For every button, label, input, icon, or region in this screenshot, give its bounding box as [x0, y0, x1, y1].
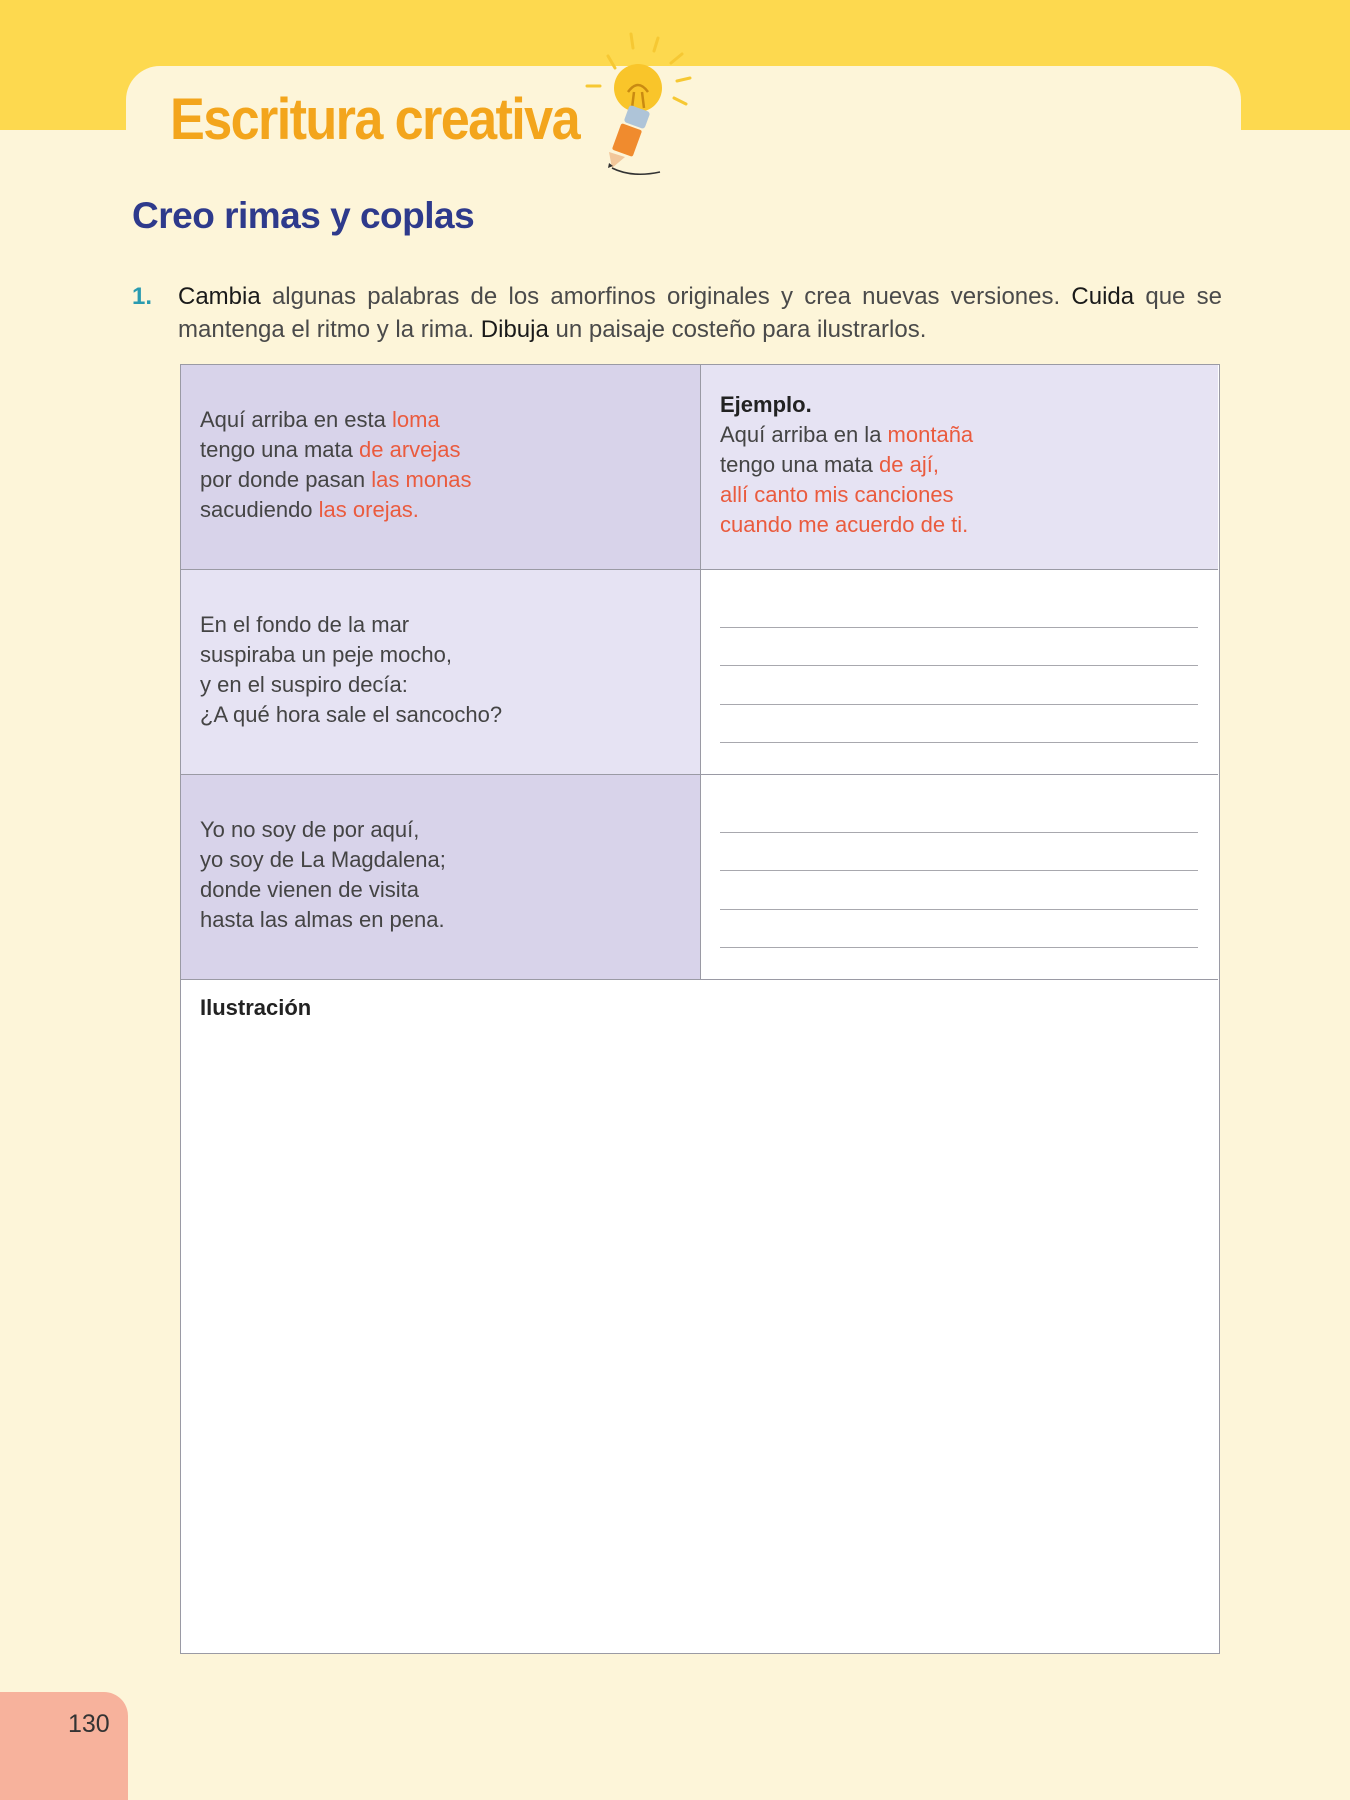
poem-line: suspiraba un peje mocho, [200, 642, 452, 667]
activity-number: 1. [132, 283, 153, 310]
poem-line: En el fondo de la mar [200, 612, 410, 637]
example-cell [701, 365, 1218, 570]
section-title: Escritura creativa [170, 87, 580, 152]
poem-line: tengo una mata de arvejas [200, 437, 461, 462]
example-poem [720, 390, 973, 540]
writing-line[interactable] [720, 627, 1198, 628]
illustration-label: Ilustración [200, 995, 312, 1020]
writing-line[interactable] [720, 909, 1198, 910]
poem-line: yo soy de La Magdalena; [200, 847, 446, 872]
activity-instruction [132, 280, 1222, 346]
poem-line: sacudiendo las orejas. [200, 497, 419, 522]
writing-line[interactable] [720, 742, 1198, 743]
original-poem-1 [200, 405, 472, 525]
worksheet-table [180, 364, 1220, 1654]
activity-text [178, 280, 1222, 346]
poem-line: allí canto mis canciones [720, 482, 954, 507]
page-number-tab [0, 1692, 128, 1800]
original-poem-cell-2 [181, 570, 701, 775]
poem-line: Yo no soy de por aquí, [200, 817, 420, 842]
instruction-part: un paisaje costeño para ilustrarlos. [548, 316, 927, 343]
poem-line: hasta las almas en pena. [200, 907, 445, 932]
poem-line: Aquí arriba en la montaña [720, 422, 974, 447]
poem-line: por donde pasan las monas [200, 467, 472, 492]
writing-cell-3[interactable] [701, 775, 1218, 980]
instruction-part: que se mantenga el ritmo y la rima. [178, 283, 1222, 343]
writing-line[interactable] [720, 947, 1198, 948]
writing-line[interactable] [720, 665, 1198, 666]
instruction-part: algunas palabras de los amorfinos originales y crea nuevas versiones. [260, 283, 1072, 310]
example-label: Ejemplo. [720, 392, 812, 417]
original-poem-cell-1 [181, 365, 701, 570]
original-poem-3 [200, 815, 446, 935]
original-poem-cell-3 [181, 775, 701, 980]
writing-line[interactable] [720, 832, 1198, 833]
instruction-part: Dibuja [480, 316, 549, 343]
instruction-part: Cuida [1071, 283, 1135, 310]
page-number: 130 [68, 1710, 110, 1738]
poem-line: tengo una mata de ají, [720, 452, 939, 477]
poem-line: cuando me acuerdo de ti. [720, 512, 969, 537]
poem-line: ¿A qué hora sale el sancocho? [200, 702, 503, 727]
writing-line[interactable] [720, 704, 1198, 705]
poem-line: y en el suspiro decía: [200, 672, 408, 697]
illustration-drawing-area[interactable] [181, 1025, 1218, 1650]
subtitle: Creo rimas y coplas [132, 195, 475, 236]
instruction-part: Cambia [178, 283, 261, 310]
original-poem-2 [200, 610, 502, 730]
poem-line: Aquí arriba en esta loma [200, 407, 440, 432]
lightbulb-pencil-icon [578, 26, 698, 178]
writing-cell-2[interactable] [701, 570, 1218, 775]
writing-line[interactable] [720, 870, 1198, 871]
poem-line: donde vienen de visita [200, 877, 419, 902]
